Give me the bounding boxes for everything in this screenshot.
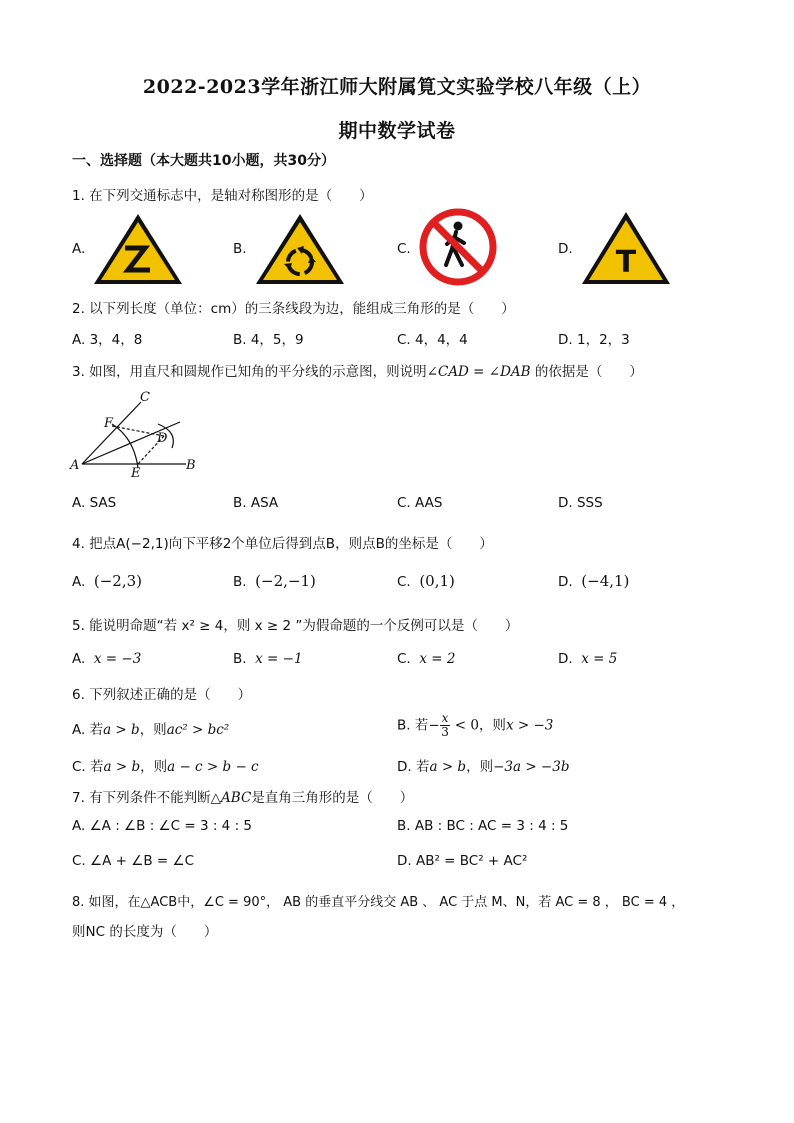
q4-c-value: (0,1) bbox=[419, 572, 455, 590]
question-7-stem bbox=[72, 786, 413, 806]
q6-d-pre: D. 若 bbox=[397, 759, 430, 775]
q5-d-label: D. bbox=[558, 651, 573, 667]
q2-option-d: D. 1，2，3 bbox=[558, 332, 630, 348]
q1-option-d-label: D. bbox=[558, 241, 573, 257]
question-8-stem-line2: 则NC 的长度为（ ） bbox=[72, 924, 218, 940]
q4-d-value: (−4,1) bbox=[581, 572, 630, 590]
q4-option-d bbox=[558, 572, 629, 590]
q4-a-label: A. bbox=[72, 574, 86, 590]
q3-option-c: C. AAS bbox=[397, 495, 443, 511]
sign-d-letter: T bbox=[615, 245, 637, 280]
q4-a-value: (−2,3) bbox=[93, 572, 143, 590]
q5-b-value: x = −1 bbox=[255, 651, 303, 667]
q6-b-result: x > −3 bbox=[505, 717, 554, 734]
question-2-stem: 2. 以下列长度（单位：cm）的三条线段为边，能组成三角形的是（ ） bbox=[72, 301, 515, 317]
q7-option-b: B. AB : BC : AC = 3 : 4 : 5 bbox=[397, 818, 569, 834]
section-heading: 一、选择题（本大题共10小题，共30分） bbox=[72, 153, 335, 169]
sign-no-pedestrians-icon bbox=[418, 207, 498, 287]
q5-d-value: x = 5 bbox=[581, 651, 618, 667]
label-e: E bbox=[131, 466, 141, 480]
q5-c-value: x = 2 bbox=[419, 651, 456, 667]
q2-option-c: C. 4，4，4 bbox=[397, 332, 468, 348]
q5-option-b bbox=[233, 651, 303, 667]
q6-d-mid: ，则 bbox=[466, 759, 494, 775]
q7-stem-pre: 7. 有下列条件不能判断 bbox=[72, 790, 211, 806]
q6-b-mid: ，则 bbox=[478, 717, 506, 734]
exam-title-line2: 期中数学试卷 bbox=[338, 120, 456, 142]
q6-option-a bbox=[72, 718, 229, 738]
q5-option-d bbox=[558, 651, 617, 667]
label-a: A bbox=[70, 458, 80, 473]
q4-c-label: C. bbox=[397, 574, 411, 590]
q7-option-c: C. ∠A + ∠B = ∠C bbox=[72, 853, 195, 869]
q4-option-b bbox=[233, 572, 316, 590]
q1-option-b-label: B. bbox=[233, 241, 247, 257]
q5-b-label: B. bbox=[233, 651, 247, 667]
question-8-stem-line1: 8. 如图，在△ACB中，∠C = 90°， AB 的垂直平分线交 AB 、 AC 于点 M、N，若 AC = 8 ， BC = 4 ， bbox=[72, 895, 685, 910]
q6-a-result: ac² > bc² bbox=[166, 722, 230, 738]
q6-c-cond: a > b bbox=[103, 759, 141, 775]
ray-ac bbox=[82, 402, 141, 464]
q6-c-mid: ，则 bbox=[140, 759, 168, 775]
q7-option-a: A. ∠A : ∠B : ∠C = 3 : 4 : 5 bbox=[72, 818, 252, 834]
q6-b-denominator: 3 bbox=[441, 725, 449, 739]
label-f: F bbox=[104, 416, 114, 431]
q4-option-a bbox=[72, 572, 142, 590]
q4-d-label: D. bbox=[558, 574, 573, 590]
question-6-stem: 6. 下列叙述正确的是（ ） bbox=[72, 687, 252, 703]
q7-option-d: D. AB² = BC² + AC² bbox=[397, 853, 528, 869]
question-3-stem bbox=[72, 360, 643, 380]
q3-stem-post: 的依据是（ ） bbox=[530, 364, 643, 380]
q5-option-c bbox=[397, 651, 455, 667]
q6-c-pre: C. 若 bbox=[72, 759, 104, 775]
question-4-stem: 4. 把点A(−2,1)向下平移2个单位后得到点B，则点B的坐标是（ ） bbox=[72, 536, 493, 552]
sign-zigzag-warning-icon bbox=[92, 212, 184, 286]
sign-roundabout-warning-icon bbox=[254, 212, 346, 286]
label-d: D bbox=[157, 431, 168, 446]
q5-c-label: C. bbox=[397, 651, 411, 667]
q6-b-fraction bbox=[440, 712, 451, 739]
q3-stem-pre: 3. 如图，用直尺和圆规作已知角的平分线的示意图，则说明 bbox=[72, 364, 427, 380]
q6-a-pre: A. 若 bbox=[72, 722, 104, 738]
q7-stem-math: △ABC bbox=[210, 790, 252, 806]
question-1-stem: 1. 在下列交通标志中，是轴对称图形的是（ ） bbox=[72, 188, 373, 204]
q4-b-value: (−2,−1) bbox=[255, 572, 316, 590]
q1-option-a-label: A. bbox=[72, 241, 86, 257]
q7-stem-post: 是直角三角形的是（ ） bbox=[251, 790, 414, 806]
q4-option-c bbox=[397, 572, 455, 590]
q6-a-mid: ，则 bbox=[139, 722, 167, 738]
label-b: B bbox=[186, 458, 196, 473]
angle-bisector-figure bbox=[68, 388, 208, 480]
q6-b-pre: B. 若 bbox=[397, 717, 429, 734]
q5-a-label: A. bbox=[72, 651, 86, 667]
q6-d-result: −3a > −3b bbox=[493, 759, 570, 775]
q2-option-a: A. 3，4，8 bbox=[72, 332, 143, 348]
label-c: C bbox=[140, 390, 150, 405]
sign-t-junction-warning-icon bbox=[580, 210, 672, 286]
q3-option-a: A. SAS bbox=[72, 495, 117, 511]
q4-b-label: B. bbox=[233, 574, 247, 590]
q6-option-b: B. 若− $\frac{x}{3}$ < 0，则x > −3 bbox=[397, 711, 554, 739]
q6-option-c bbox=[72, 755, 259, 775]
q6-a-cond: a > b bbox=[103, 722, 140, 738]
q6-d-cond: a > b bbox=[429, 759, 467, 775]
q3-option-b: B. ASA bbox=[233, 495, 279, 511]
q3-stem-math: ∠CAD = ∠DAB bbox=[426, 364, 531, 380]
q3-option-d: D. SSS bbox=[558, 495, 603, 511]
q6-option-d bbox=[397, 755, 569, 775]
q5-a-value: x = −3 bbox=[93, 651, 142, 667]
q6-b-numerator: x bbox=[441, 711, 449, 725]
q6-c-result: a − c > b − c bbox=[167, 759, 259, 775]
question-5-stem: 5. 能说明命题“若 x² ≥ 4，则 x ≥ 2 ”为假命题的一个反例可以是（ ） bbox=[72, 618, 519, 634]
q2-option-b: B. 4，5，9 bbox=[233, 332, 304, 348]
exam-title-line1: 2022-2023学年浙江师大附属筧文实验学校八年级（上） bbox=[142, 76, 652, 98]
q1-option-c-label: C. bbox=[397, 241, 411, 257]
q5-option-a bbox=[72, 651, 141, 667]
q6-b-cond: < 0 bbox=[450, 717, 479, 734]
